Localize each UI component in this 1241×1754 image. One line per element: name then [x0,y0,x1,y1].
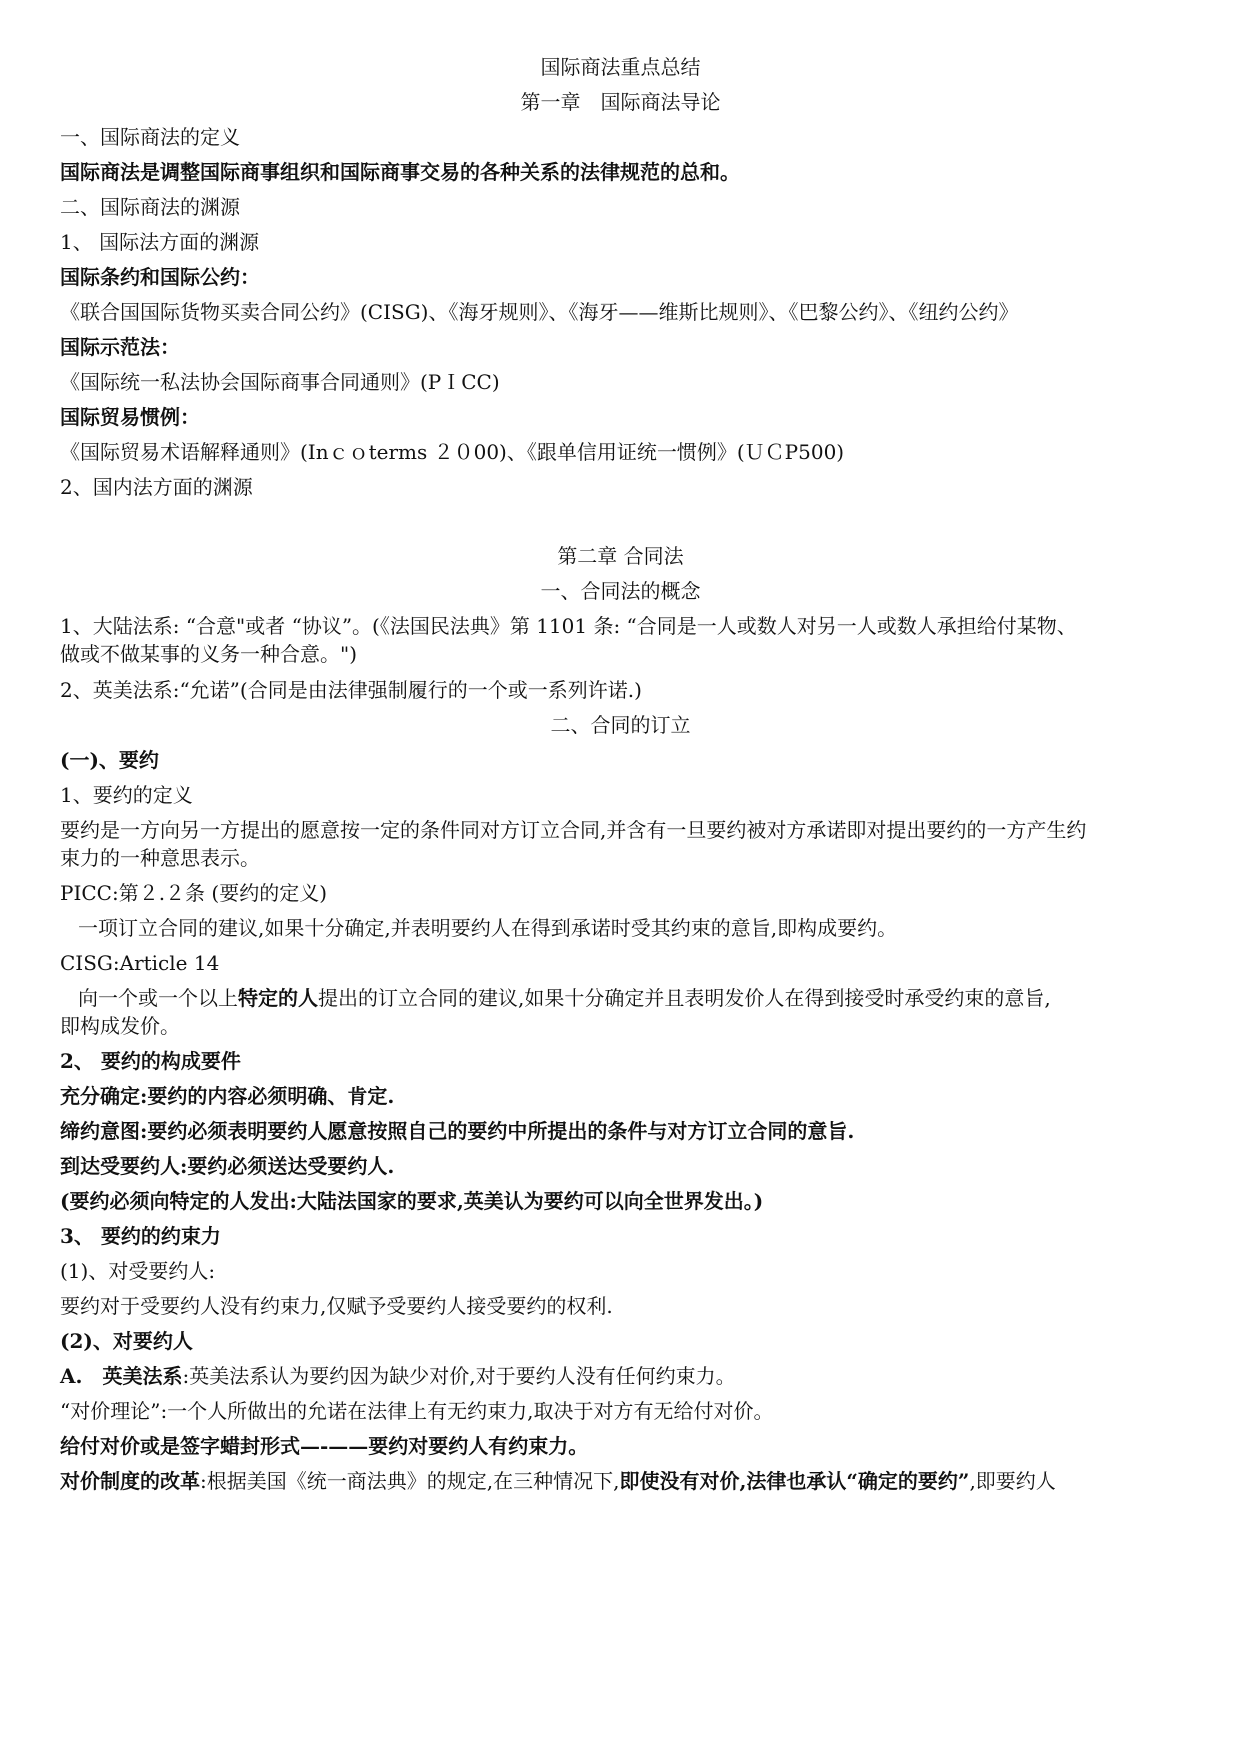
paragraph-line: 束力的一种意思表示。 [60,846,260,870]
paragraph-line: 给付对价或是签字蜡封形式—-——要约对要约人有约束力。 [60,1434,589,1458]
subsection-heading: (2)、对要约人 [60,1329,193,1353]
element-line: (要约必须向特定的人发出:大陆法国家的要求,英美认为要约可以向全世界发出。) [60,1189,764,1213]
subsection-heading: (一)、要约 [60,748,159,772]
subsection-heading: (1)、对受要约人: [60,1259,216,1283]
bold-run: A. 英美法系 [60,1364,183,1388]
label-treaties: 国际条约和国际公约： [60,265,260,289]
bold-run: 特定的人 [238,986,318,1010]
definition-text: 国际商法是调整国际商事组织和国际商事交易的各种关系的法律规范的总和。 [60,160,740,184]
model-law-text: 《国际统一私法协会国际商事合同通则》(PＩCC) [60,370,500,394]
paragraph-line: “对价理论”:一个人所做出的允诺在法律上有无约束力,取决于对方有无给付对价。 [60,1399,774,1423]
label-model-law: 国际示范法： [60,335,180,359]
trade-custom-text: 《国际贸易术语解释通则》(Inｃｏterms ２０00)、《跟单信用证统一惯例》(ＵＣP500) [60,440,845,464]
paragraph-line: 2、英美法系:“允诺”(合同是由法律强制履行的一个或一系列许诺.) [60,678,642,702]
paragraph-line: 做或不做某事的义务一种合意。") [60,642,358,666]
text-run: :英美法系认为要约因为缺少对价,对于要约人没有任何约束力。 [182,1364,736,1388]
element-line: 到达受要约人:要约必须送达受要约人. [60,1154,395,1178]
paragraph-line: 要约对于受要约人没有约束力,仅赋予受要约人接受要约的权利. [60,1294,613,1318]
bold-run: 对价制度的改革 [60,1469,200,1493]
chapter-2-title: 第二章 合同法 [557,544,684,568]
paragraph-line: 一项订立合同的建议,如果十分确定,并表明要约人在得到承诺时受其约束的意旨,即构成要约。 [78,916,898,940]
section-heading: 一、国际商法的定义 [60,125,240,149]
reference-line: CISG:Article 14 [60,951,220,975]
subsection-heading: 3、 要约的约束力 [60,1224,221,1248]
section-heading: 一、合同法的概念 [540,579,701,603]
label-trade-custom: 国际贸易惯例： [60,405,200,429]
text-run: ,即要约人 [969,1469,1056,1493]
subsection-heading: 2、 要约的构成要件 [60,1049,241,1073]
paragraph-line [60,1362,1181,1390]
section-heading: 二、合同的订立 [550,713,691,737]
paragraph-line: 1、大陆法系: “合意"或者 “协议”。(《法国民法典》第 1101 条: “合同是一人或数人对另一人或数人承担给付某物、 [60,614,1077,638]
document-title: 国际商法重点总结 [540,55,701,79]
paragraph-line: 即构成发价。 [60,1014,180,1038]
element-line: 充分确定:要约的内容必须明确、肯定. [60,1084,395,1108]
section-heading: 二、国际商法的渊源 [60,195,240,219]
text-run: 提出的订立合同的建议,如果十分确定并且表明发价人在得到接受时承受约束的意旨, [318,986,1051,1010]
paragraph-line: 要约是一方向另一方提出的愿意按一定的条件同对方订立合同,并含有一旦要约被对方承诺即对提出要约的一方产生约 [60,818,1087,842]
treaties-text: 《联合国国际货物买卖合同公约》(CISG)、《海牙规则》、《海牙——维斯比规则》、《巴黎公约》、《纽约公约》 [60,300,1019,324]
text-run: :根据美国《统一商法典》的规定,在三种情况下, [200,1469,620,1493]
bold-run: 即使没有对价,法律也承认“确定的要约” [619,1469,970,1493]
chapter-1-title: 第一章 国际商法导论 [520,90,721,114]
paragraph-line [60,984,1181,1012]
subsection-heading: 1、 国际法方面的渊源 [60,230,260,254]
subsection-heading: 2、国内法方面的渊源 [60,475,253,499]
paragraph-line [60,1467,1181,1495]
reference-line: PICC:第２.２条 (要约的定义) [60,881,328,905]
subsection-heading: 1、要约的定义 [60,783,193,807]
element-line: 缔约意图:要约必须表明要约人愿意按照自己的要约中所提出的条件与对方订立合同的意旨. [60,1119,855,1143]
text-run: 向一个或一个以上 [78,986,238,1010]
